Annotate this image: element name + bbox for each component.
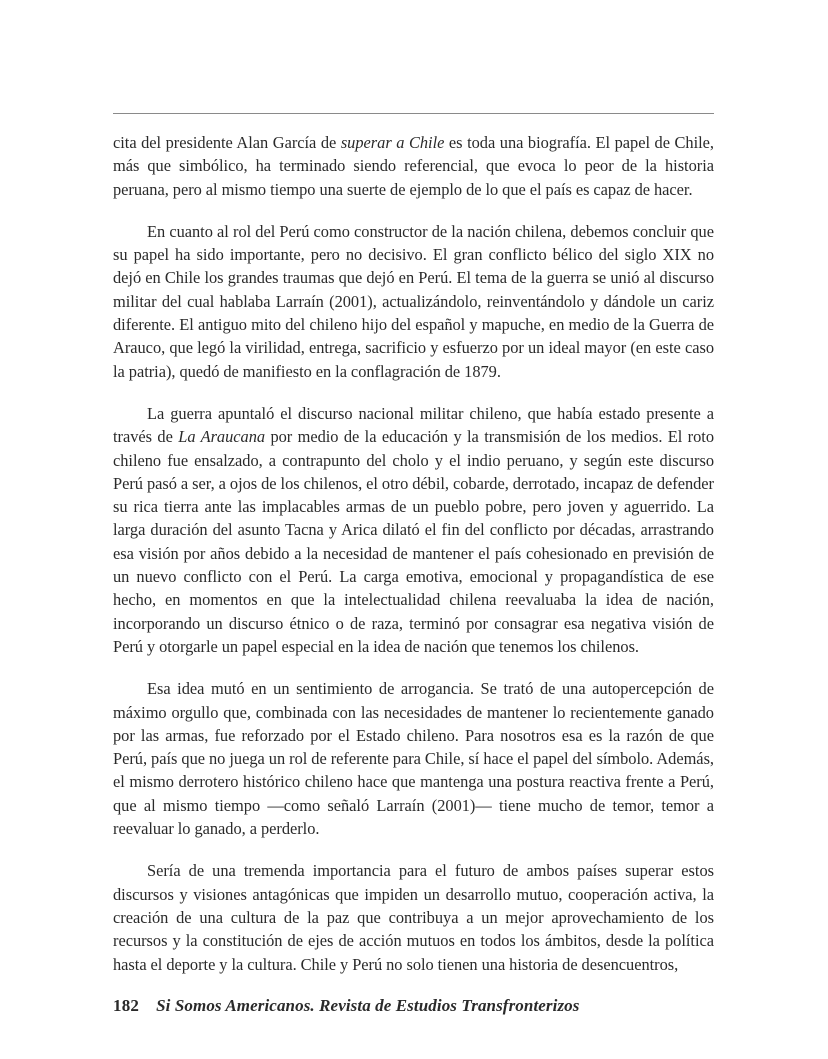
text-run: es toda una biografía. El papel de Chile, más que simbólico, ha terminado siendo referencial, que evoca lo peor de la historia peruana, pero al mismo tiempo una suerte de ejemplo de lo que el país es capaz de hacer. [113,133,714,199]
paragraph-p1 [113,131,714,201]
paragraph-p2 [113,220,714,383]
text-run: por medio de la educación y la transmisión de los medios. El roto chileno fue ensalzado, a contrapunto del cholo y el indio peruano, y según este discurso Perú pasó a ser, a ojos de los chilenos, el otro débil, cobarde, derrotado, incapaz de defender su rica tierra ante las implacables armas de un pueblo pobre, pero joven y aguerrido. La larga duración del asunto Tacna y Arica dilató el fin del conflicto por décadas, arrastrando esa visión por años debido a la necesidad de mantener el país cohesionado en previsión de un nuevo conflicto con el Perú. La carga emotiva, emocional y propagandística de ese hecho, en momentos en que la intelectualidad chilena reevaluaba la idea de nación, incorporando un discurso étnico o de raza, terminó por consagrar esa negativa visión de Perú y otorgarle un papel especial en la idea de nación que tenemos los chilenos. [113,427,715,656]
body-text-column [113,131,714,976]
italic-title-run: La Araucana [178,427,266,447]
paragraph-p4 [113,677,714,840]
text-run: La guerra apuntaló el discurso nacional militar chileno, que había estado presente a través de [113,403,714,447]
header-rule-divider [113,113,714,114]
page-footer [113,996,714,1016]
paragraph-p5 [113,859,714,975]
paragraph-p3 [113,402,714,658]
journal-title: Si Somos Americanos. Revista de Estudios Transfronterizos [156,996,580,1015]
text-run: En cuanto al rol del Perú como constructor de la nación chilena, debemos concluir que su papel ha sido importante, pero no decisivo. El gran conflicto bélico del siglo XIX no dejó en Chile los grandes traumas que dejó en Perú. El tema de la guerra se unió al discurso militar del cual hablaba Larraín (2001), actualizándolo, reinventándolo y dándole un cariz diferente. El antiguo mito del chileno hijo del español y mapuche, en medio de la Guerra de Arauco, que legó la virilidad, entrega, sacrificio y esfuerzo por un ideal mayor (en este caso la patria), quedó de manifiesto en la conflagración de 1879. [113,221,714,381]
page-number: 182 [113,996,140,1015]
text-run: Esa idea mutó en un sentimiento de arrogancia. Se trató de una autopercepción de máximo orgullo que, combinada con las necesidades de mantener lo recientemente ganado por las armas, fue reforzado por el Estado chileno. Para nosotros esa es la razón de que Perú, país que no juega un rol de referente para Chile, sí hace el papel del símbolo. Además, el mismo derrotero histórico chileno hace que mantenga una postura reactiva frente a Perú, que al mismo tiempo —como señaló Larraín (2001)— tiene mucho de temor, temor a reevaluar lo ganado, a perderlo. [113,679,714,839]
text-run: cita del presidente Alan García de [113,133,341,152]
text-run: Sería de una tremenda importancia para el futuro de ambos países superar estos discursos y visiones antagónicas que impiden un desarrollo mutuo, cooperación activa, la creación de una cultura de la paz que contribuya a un mejor aprovechamiento de los recursos y la constitución de ejes de acción mutuos en todos los ámbitos, desde la política hasta el deporte y la cultura. Chile y Perú no solo tienen una historia de desencuentros, [113,861,714,974]
italic-title-run: superar a Chile [340,133,445,152]
